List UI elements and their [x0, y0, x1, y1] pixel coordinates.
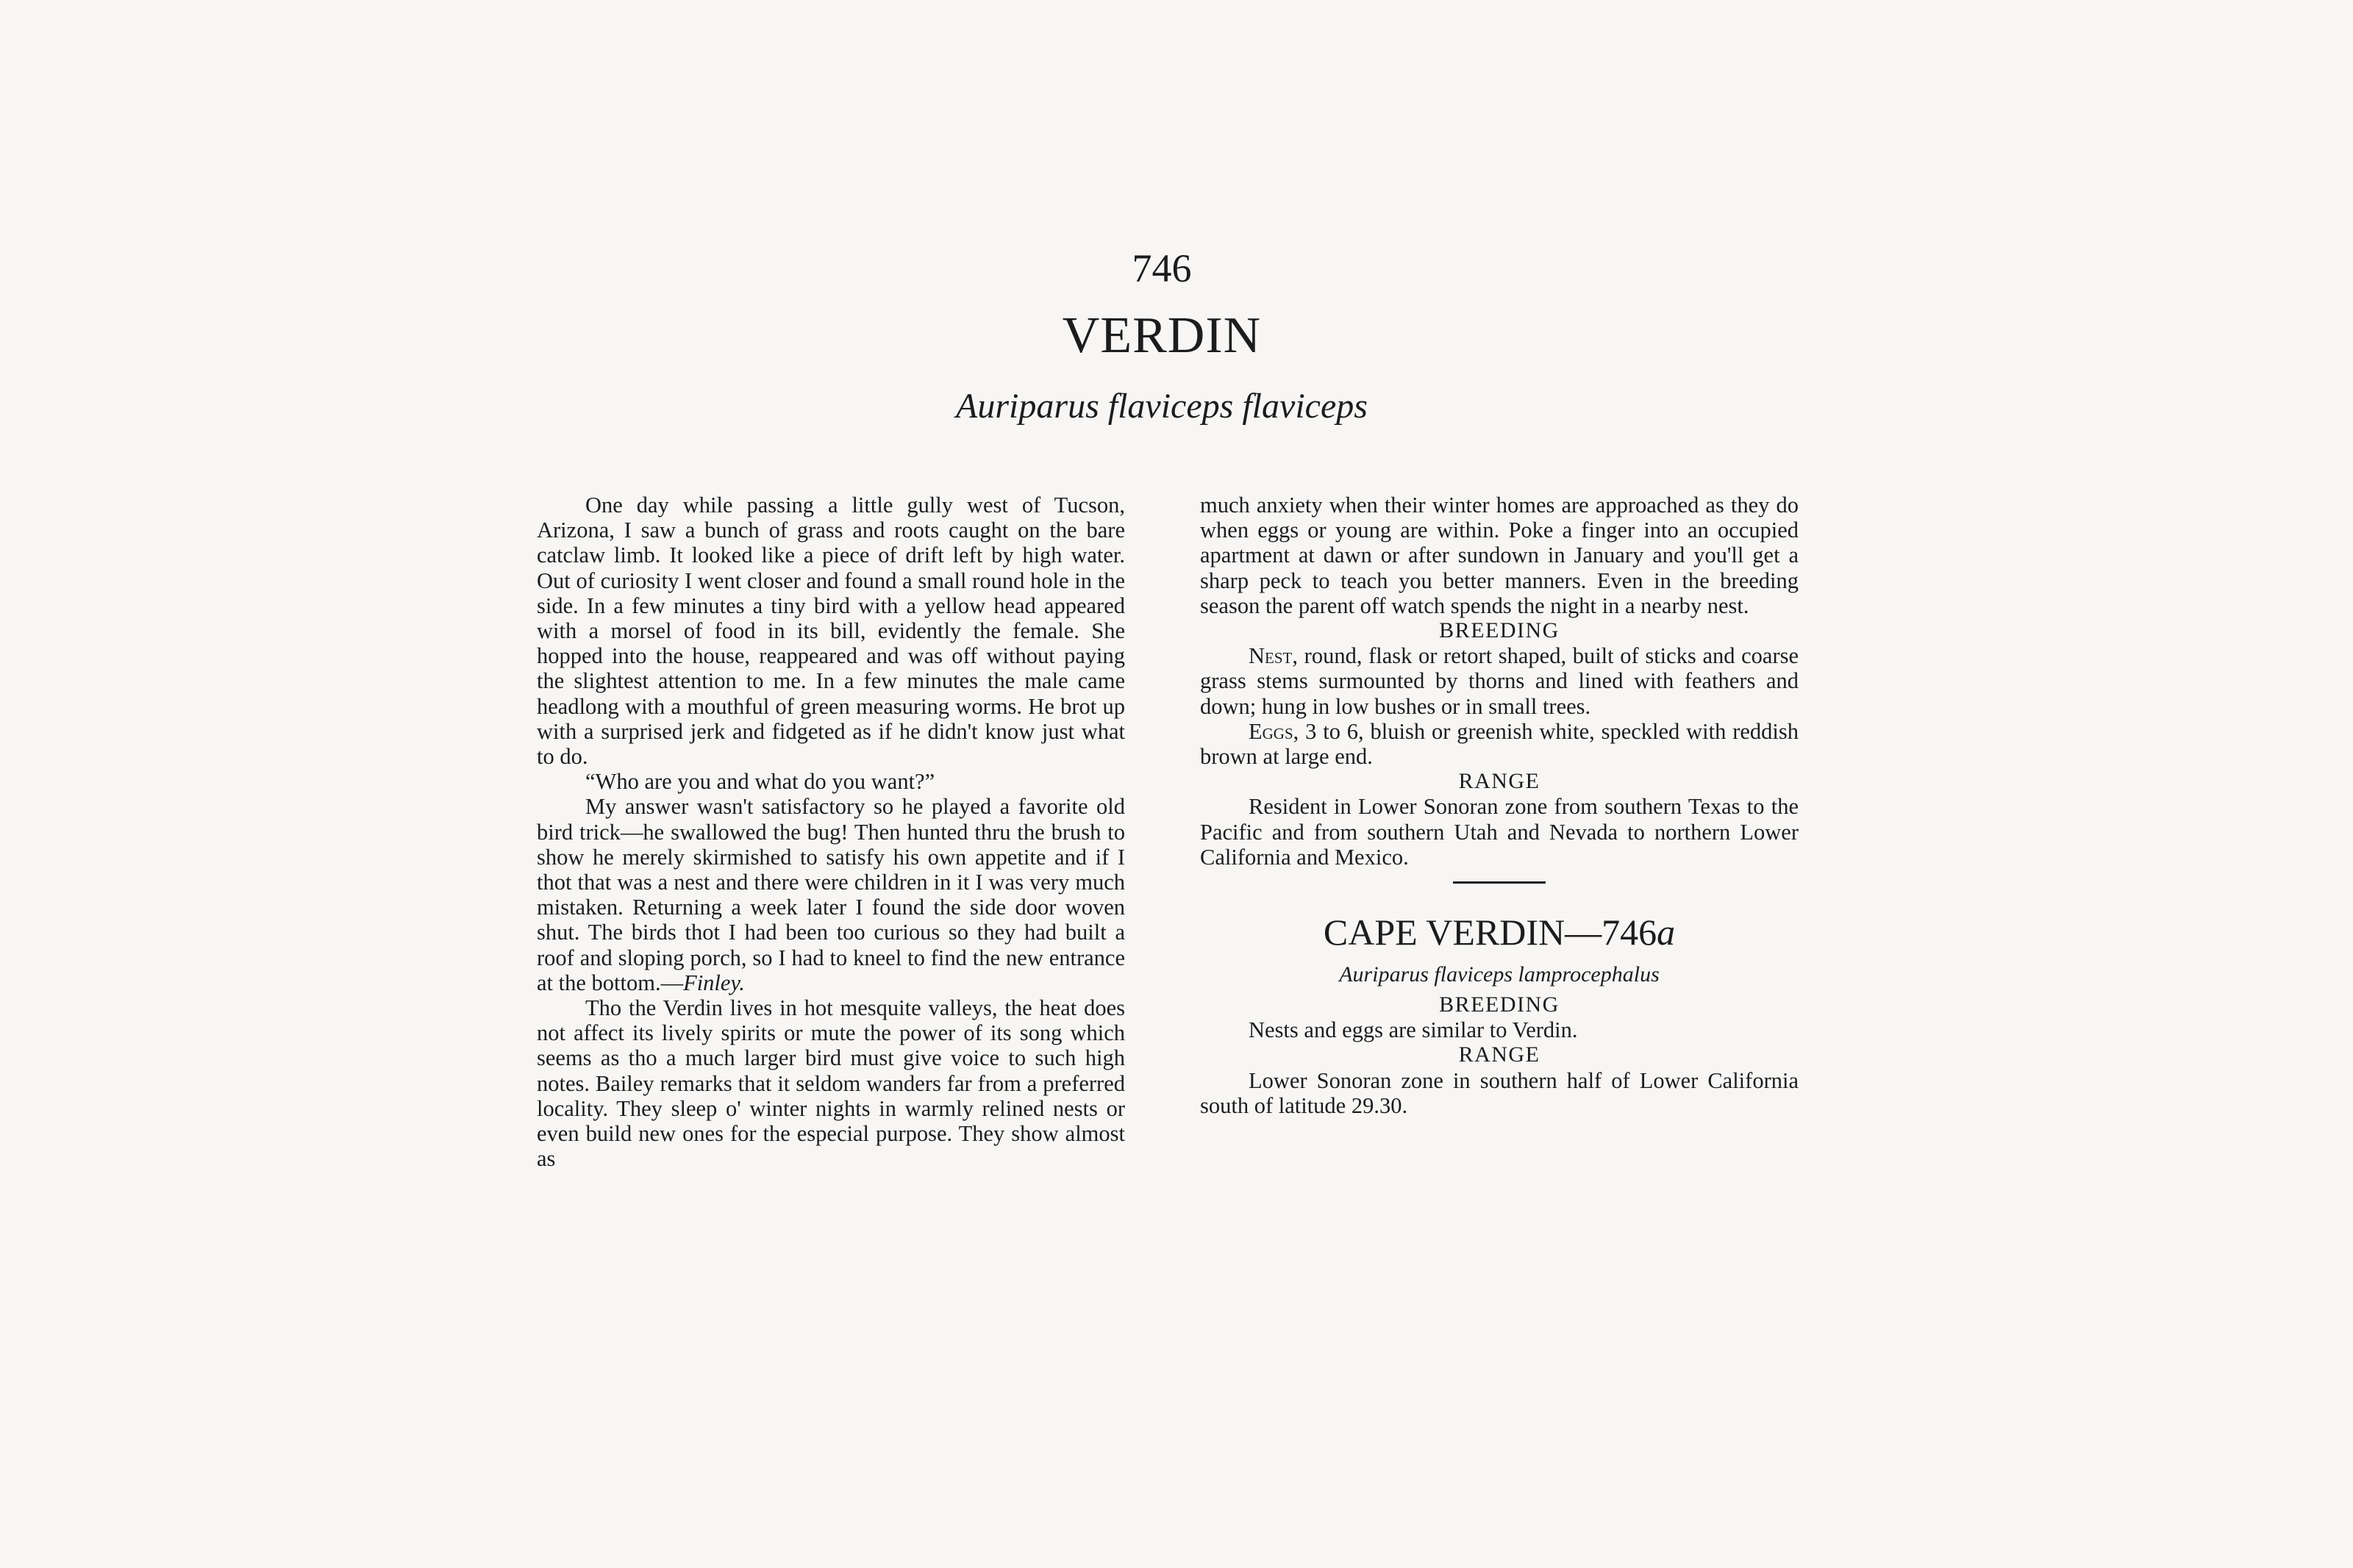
breeding-heading: BREEDING — [1439, 618, 1560, 643]
species-title: VERDIN — [1062, 307, 1262, 364]
left-column — [537, 493, 1125, 1171]
right-column — [1200, 493, 1799, 1118]
range-text: Resident in Lower Sonoran zone from southern Texas to the Pacific and from southern Utah and Nevada to northern Lower California and Mexico. — [1200, 794, 1799, 870]
author-credit: Finley. — [683, 970, 745, 995]
scientific-name: Auriparus flaviceps flaviceps — [956, 387, 1368, 426]
eggs-text: 3 to 6, bluish or greenish white, speckled with reddish brown at large end. — [1200, 718, 1799, 770]
cape-range-heading: RANGE — [1458, 1042, 1540, 1067]
nest-description — [1200, 643, 1799, 719]
paragraph-quote: “Who are you and what do you want?” — [585, 769, 935, 795]
nest-text: round, flask or retort shaped, built of sticks and coarse grass stems surmounted by thorns and lined with feathers and down; hung in low bushes or in small trees. — [1200, 643, 1799, 719]
cape-verdin-scientific-name: Auriparus flaviceps lamprocephalus — [1339, 962, 1660, 987]
cape-breeding-text: Nests and eggs are similar to Verdin. — [1249, 1017, 1578, 1043]
cape-verdin-title — [1200, 909, 1799, 956]
paragraph-bird-trick-text: My answer wasn't satisfactory so he played a favorite old bird trick—he swallowed the bug! Then hunted thru the brush to show he merely skirmished to satisfy his own appetite and if I thot that was a nest and there were children in it I was very much mistaken. Returning a week later I found the side door woven shut. The birds thot I had been too curious so they had built a roof and sloping porch, so I had to kneel to find the new entrance at the bottom.— — [537, 794, 1125, 995]
eggs-description — [1200, 719, 1799, 769]
cape-verdin-title-text: CAPE VERDIN—746 — [1323, 912, 1657, 953]
eggs-label: Eggs, — [1249, 718, 1299, 744]
paragraph-tucson-observation: One day while passing a little gully west of Tucson, Arizona, I saw a bunch of grass and roots caught on the bare catclaw limb. It looked like a piece of drift left by high water. Out of curiosity I went closer and found a small round hole in the side. In a few minutes a tiny bird with a yellow head appeared with a morsel of food in its bill, evidently the female. She hopped into the house, reappeared and was off without paying the slightest attention to me. In a few minutes the male came headlong with a mouthful of green measuring worms. He brot up with a surprised jerk and fidgeted as if he didn't know just what to do. — [537, 493, 1125, 770]
cape-range-text: Lower Sonoran zone in southern half of Lower California south of latitude 29.30. — [1200, 1067, 1799, 1118]
cape-verdin-title-suffix: a — [1657, 912, 1676, 953]
page-number: 746 — [1132, 246, 1192, 290]
cape-breeding-heading: BREEDING — [1439, 992, 1560, 1017]
range-heading: RANGE — [1458, 769, 1540, 794]
nest-label: Nest, — [1249, 643, 1298, 669]
paragraph-habitat: Tho the Verdin lives in hot mesquite valleys, the heat does not affect its lively spirits or mute the power of its song which seems as tho a much larger bird must give voice to such high notes. Bailey remarks that it seldom wanders far from a preferred locality. They sleep o' winter nights in warmly relined nests or even build new ones for the especial purpose. They show almost as — [537, 995, 1125, 1172]
paragraph-continuation: much anxiety when their winter homes are approached as they do when eggs or young are within. Poke a finger into an occupied apartment at dawn or after sundown in January and you'll get a sharp peck to teach you better manners. Even in the breeding season the parent off watch spends the night in a nearby nest. — [1200, 493, 1799, 618]
section-divider — [1453, 881, 1546, 884]
paragraph-bird-trick — [537, 794, 1125, 995]
